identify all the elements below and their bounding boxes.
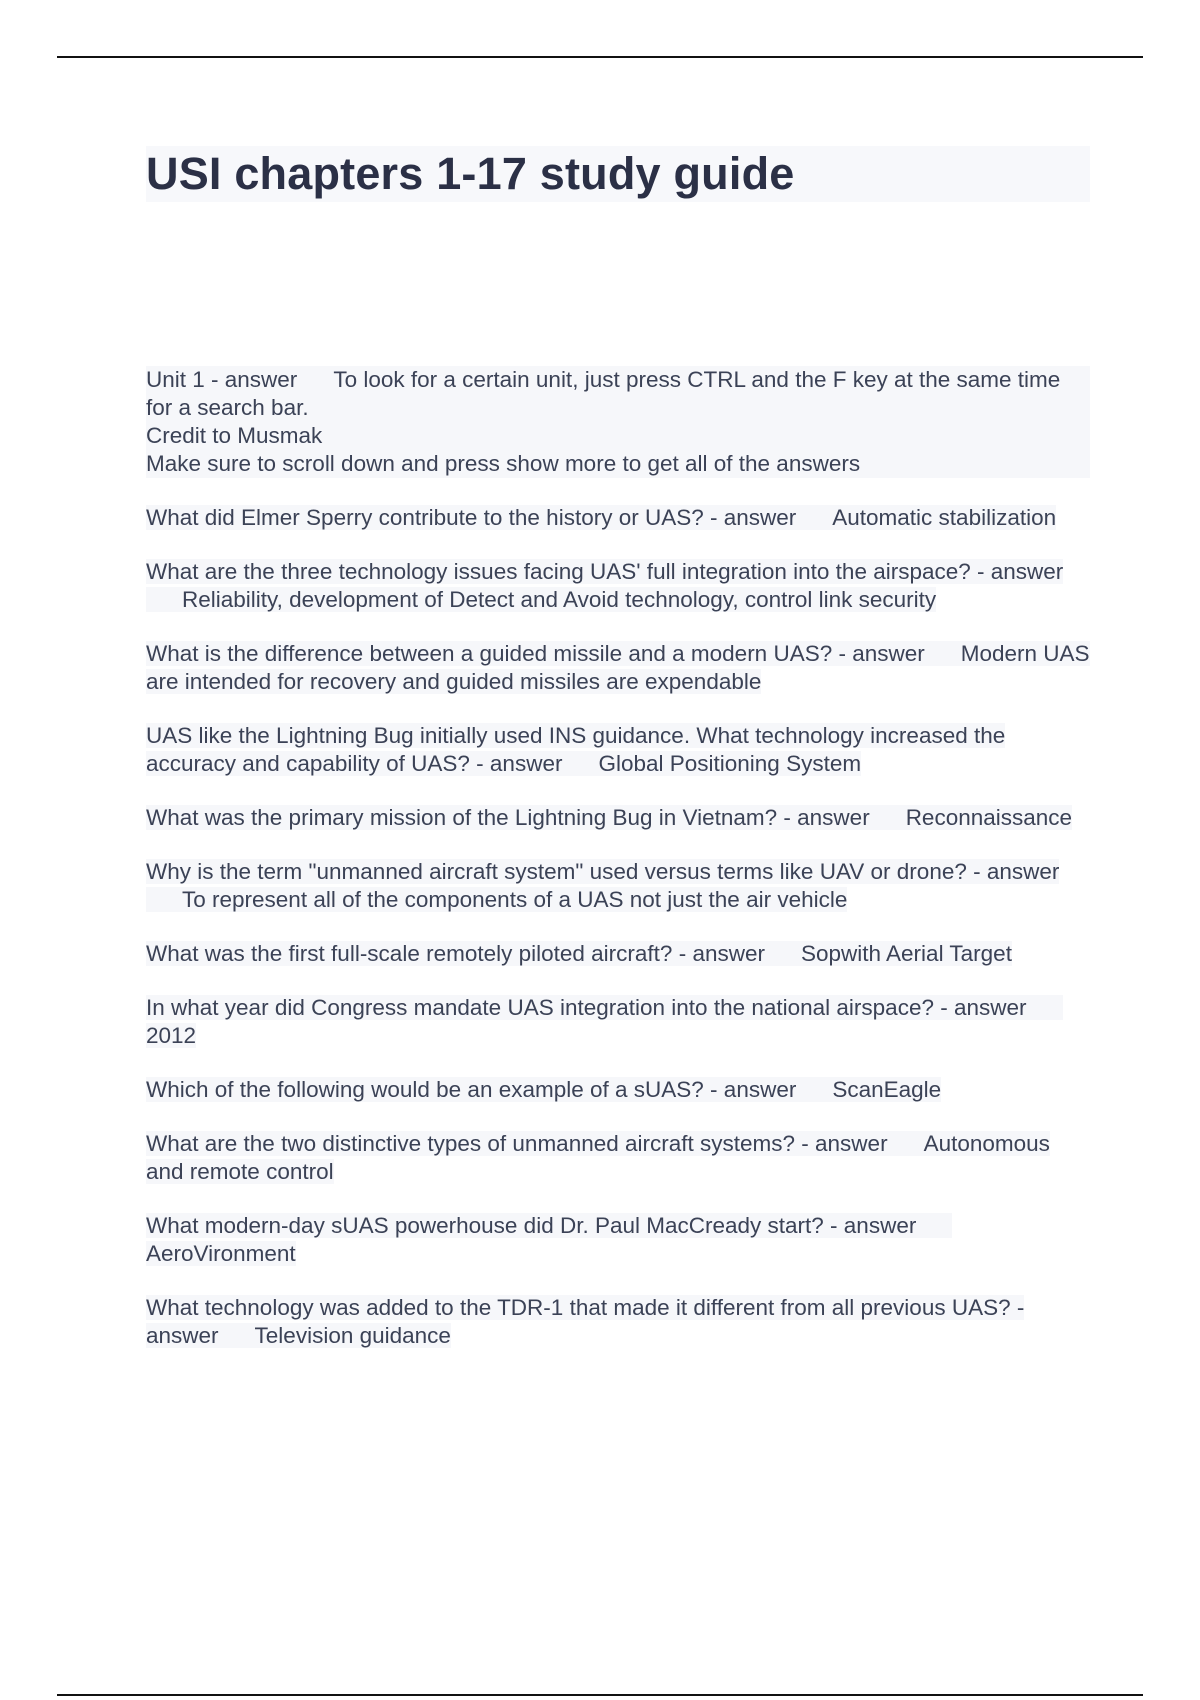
qa-item [146, 1130, 1090, 1186]
answer-text: Automatic stabilization [832, 505, 1057, 530]
intro-answer-line: Credit to Musmak [146, 423, 323, 448]
intro-answer-line: Make sure to scroll down and press show more to get all of the answers [146, 451, 861, 476]
answer-text: Autonomous and remote control [146, 1131, 1050, 1184]
question-text: Which of the following would be an example of a sUAS? - answer [146, 1077, 797, 1102]
top-rule [57, 56, 1143, 58]
answer-text: Sopwith Aerial Target [800, 941, 1012, 966]
question-text: Why is the term "unmanned aircraft system" used versus terms like UAV or drone? - answer [146, 859, 1060, 884]
qa-item [146, 558, 1090, 614]
answer-text: Reconnaissance [905, 805, 1073, 830]
question-text: What is the difference between a guided missile and a modern UAS? - answer [146, 641, 925, 666]
question-text: What are the three technology issues facing UAS' full integration into the airspace? - answer [146, 559, 1064, 584]
answer-text: Modern UAS are intended for recovery and guided missiles are expendable [146, 641, 1090, 694]
document-body [146, 146, 1090, 1376]
question-text: In what year did Congress mandate UAS integration into the national airspace? - answer [146, 995, 1027, 1020]
question-text: What modern-day sUAS powerhouse did Dr. Paul MacCready start? - answer [146, 1213, 917, 1238]
answer-text: Television guidance [254, 1323, 451, 1348]
bottom-rule [57, 1694, 1143, 1696]
qa-item [146, 640, 1090, 696]
intro-answer-line: To look for a certain unit, just press CTRL and the F key at the same time for a search bar. [146, 367, 1061, 420]
qa-item [146, 804, 1090, 832]
answer-text: AeroVironment [146, 1241, 296, 1266]
answer-text: ScanEagle [832, 1077, 942, 1102]
intro-question: Unit 1 - answer [146, 367, 298, 392]
answer-text: Reliability, development of Detect and Avoid technology, control link security [182, 587, 937, 612]
qa-item [146, 1212, 1090, 1268]
document-title: USI chapters 1-17 study guide [146, 148, 795, 199]
answer-text: Global Positioning System [598, 751, 862, 776]
question-text: What did Elmer Sperry contribute to the history or UAS? - answer [146, 505, 797, 530]
qa-item [146, 504, 1090, 532]
qa-item [146, 940, 1090, 968]
question-text: What are the two distinctive types of unmanned aircraft systems? - answer [146, 1131, 888, 1156]
qa-item [146, 1294, 1090, 1350]
question-text: What technology was added to the TDR-1 that made it different from all previous UAS? - answer [146, 1295, 1025, 1348]
title-block [146, 146, 1090, 202]
question-text: What was the primary mission of the Lightning Bug in Vietnam? - answer [146, 805, 870, 830]
answer-text: To represent all of the components of a UAS not just the air vehicle [182, 887, 848, 912]
intro-entry [146, 366, 1090, 478]
question-text: What was the first full-scale remotely piloted aircraft? - answer [146, 941, 765, 966]
question-text: UAS like the Lightning Bug initially used INS guidance. What technology increased the accuracy and capability of UAS? - answer [146, 723, 1006, 776]
answer-text: 2012 [146, 1023, 197, 1048]
qa-item [146, 1076, 1090, 1104]
qa-item [146, 994, 1090, 1050]
qa-list [146, 366, 1090, 1350]
qa-item [146, 858, 1090, 914]
qa-item [146, 722, 1090, 778]
